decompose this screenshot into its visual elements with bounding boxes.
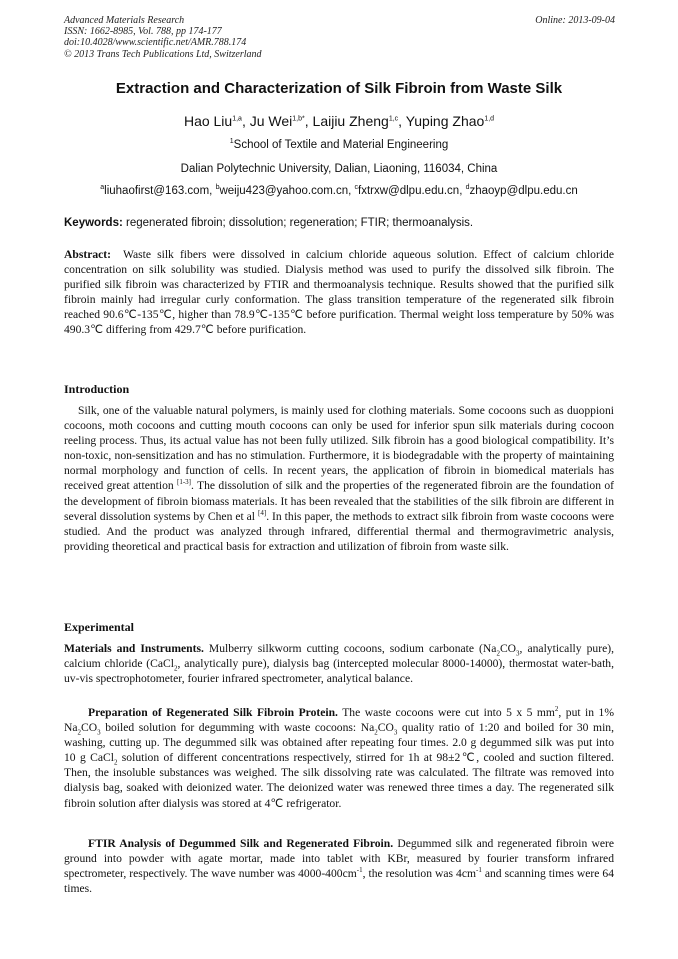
prep-text: solution of different concentrations respectively, stirred for 1h at 98±2℃, cooled and suction filtered. Then, the insoluble substances was weighed. The silk dissolving rate was calculated. The filtrate was removed into dialysis bag, soaked with deionized water. The deionized water was renewed three times a day. The regenerated silk fibroin solution after dialysis was stored at 4℃ refrigerator. bbox=[64, 751, 614, 810]
email-sup: b bbox=[215, 184, 220, 192]
prep-text: boiled solution for degumming with waste cocoons: Na bbox=[100, 721, 375, 735]
paper-title: Extraction and Characterization of Silk Fibroin from Waste Silk bbox=[115, 80, 563, 97]
affiliation-school: School of Textile and Material Engineering bbox=[233, 139, 449, 151]
author-affil-sup: 1,a bbox=[232, 115, 242, 123]
email-line bbox=[0, 185, 678, 197]
superscript: -1 bbox=[356, 866, 363, 875]
author-affil-sup: 1,b* bbox=[292, 115, 305, 123]
ftir-label: FTIR Analysis of Degummed Silk and Regenerated Fibroin. bbox=[88, 837, 394, 850]
author-affil-sup: 1,d bbox=[484, 115, 495, 123]
prep-text: The waste cocoons were cut into 5 x 5 mm bbox=[342, 706, 555, 719]
ftir-paragraph bbox=[64, 836, 614, 896]
materials-text: Mulberry silkworm cutting cocoons, sodium carbonate (Na bbox=[208, 642, 497, 655]
prep-text: CO bbox=[81, 721, 98, 735]
keywords bbox=[64, 217, 624, 229]
introduction-heading: Introduction bbox=[64, 382, 130, 396]
author-affil-sup: 1,c bbox=[388, 115, 399, 123]
prep-text: CO bbox=[377, 721, 394, 735]
intro-text-1: Silk, one of the valuable natural polymers, is mainly used for clothing materials. Some cocoons such as duoppioni cocoons, moth cocoons and cutting mouth cocoons can only be used for inferior spun silk materials during cocoon reeling process. Thus, its actual value has not been fully utilized. Silk fibroin has a good biological compatibility. It’s non-toxic, non-sensitization and has no stimulation. Furthermore, it is biodegradable with the property of maintaining normal morphology and function of cells. In recent years, the application of fibroin in biomedical materials has received great attention bbox=[64, 404, 614, 493]
preparation-paragraph bbox=[64, 705, 614, 811]
author-name: Ju Wei bbox=[249, 113, 293, 129]
ftir-text: Degummed silk and regenerated fibroin were ground into powder with agate mortar, made into tablet with KBr, measured by fourier transform infrared spectrometer, respectively. The wave number was 4000-400cm bbox=[64, 837, 615, 881]
subscript: 2 bbox=[496, 649, 500, 658]
author-list: Hao Liu$^{1,a}$, Ju Wei$^{1,b*}$, Laijiu Zheng$^{1,c}$, Yuping Zhao$^{1,d}$ bbox=[183, 113, 495, 129]
intro-text-3: . In this paper, the methods to extract silk fibroin from waste cocoons were studied. And the product was analyzed through infrared, differential thermal and thermogravimetric analysis, providing theoretical and practical basis for extraction and utilization of fibroin from waste silk. bbox=[64, 509, 614, 553]
email-sup: a bbox=[100, 184, 105, 192]
citation-ref[interactable]: [4] bbox=[258, 508, 267, 517]
introduction-paragraph bbox=[64, 403, 614, 554]
doi-line[interactable]: doi:10.4028/www.scientific.net/AMR.788.174 bbox=[64, 37, 247, 49]
materials-label: Materials and Instruments. bbox=[64, 642, 204, 655]
prep-text: quality ratio of 1:20 and boiled for 30 min, washing, cutting up. The degummed silk was obtained after repeating four times. 2.0 g degummed silk was put into 10 g CaCl bbox=[64, 721, 614, 765]
affil-sup: 1 bbox=[229, 138, 234, 146]
experimental-heading: Experimental bbox=[64, 620, 134, 634]
subscript: 3 bbox=[97, 728, 101, 737]
email-link[interactable]: liuhaofirst@163.com, bbox=[104, 185, 213, 197]
subscript: 2 bbox=[374, 728, 378, 737]
email-link[interactable]: weiju423@yahoo.com.cn, bbox=[219, 185, 352, 197]
subscript: 2 bbox=[113, 758, 118, 767]
subscript: 3 bbox=[393, 728, 398, 737]
abstract-text: Waste silk fibers were dissolved in calcium chloride aqueous solution. Effect of calcium chloride concentration on silk solubility was studied. Dialysis method was used to purify the dissolved silk fibroin. The purified silk fibroin was characterized by FTIR and thermoanalysis technique. Results showed that the purified silk fibroin mainly had irregular curly conformation. The glass transition temperature of the regenerated silk fibroin reached 90.6℃-135℃, higher than 78.9℃-135℃ before purification. Thermal weight loss temperature by 50% was 490.3℃ differing from 429.7℃ before purification. bbox=[64, 248, 614, 337]
intro-text-2: . The dissolution of silk and the properties of the regenerated fibroin are the foundation of the development of fibroin biomass materials. It has been revealed that the stabilities of the silk fibroin are different in several dissolution systems by Chen et al bbox=[64, 479, 614, 523]
materials-text: , analytically pure), dialysis bag (intercepted molecular 8000-14000), thermostat water-bath, uv-vis spectrophotometer, fourier infrared spectrometer, analytical balance. bbox=[64, 657, 614, 686]
abstract-label: Abstract: bbox=[64, 248, 112, 261]
materials-paragraph bbox=[64, 641, 614, 686]
affiliation-line-1 bbox=[0, 139, 678, 151]
citation-ref[interactable]: [1-3] bbox=[177, 478, 192, 487]
materials-text: CO bbox=[499, 642, 517, 655]
subscript: 3 bbox=[516, 649, 520, 658]
keywords-text: regenerated fibroin; dissolution; regeneration; FTIR; thermoanalysis. bbox=[126, 217, 474, 229]
prep-text: , put in 1% Na bbox=[64, 706, 614, 735]
superscript: -1 bbox=[476, 866, 482, 875]
journal-name: Advanced Materials Research bbox=[64, 15, 185, 26]
email-link[interactable]: zhaoyp@dlpu.edu.cn bbox=[469, 185, 578, 197]
journal-header bbox=[64, 15, 262, 60]
email-sup: c bbox=[354, 184, 359, 192]
preparation-label: Preparation of Regenerated Silk Fibroin Protein. bbox=[88, 706, 338, 719]
subscript: 2 bbox=[174, 664, 178, 673]
superscript: 2 bbox=[554, 705, 559, 714]
keywords-label: Keywords: bbox=[64, 217, 123, 229]
subscript: 2 bbox=[77, 728, 82, 737]
email-sup: d bbox=[465, 184, 470, 192]
affiliation-line-2: Dalian Polytechnic University, Dalian, Liaoning, 116034, China bbox=[180, 163, 498, 175]
author-name: Laijiu Zheng bbox=[312, 113, 389, 129]
ftir-text: , the resolution was 4cm bbox=[362, 867, 476, 881]
ftir-text: and scanning times were 64 times. bbox=[64, 867, 614, 896]
email-link[interactable]: fxtrxw@dlpu.edu.cn, bbox=[358, 185, 463, 197]
issn-line: ISSN: 1662-8985, Vol. 788, pp 174-177 bbox=[64, 26, 222, 38]
copyright-line: © 2013 Trans Tech Publications Ltd, Switzerland bbox=[64, 48, 262, 60]
author-name: Hao Liu bbox=[183, 113, 233, 129]
abstract bbox=[64, 247, 614, 338]
materials-text: , analytically pure), calcium chloride (CaCl bbox=[64, 642, 614, 671]
online-date: Online: 2013-09-04 bbox=[535, 15, 615, 26]
author-name: Yuping Zhao bbox=[405, 113, 485, 129]
